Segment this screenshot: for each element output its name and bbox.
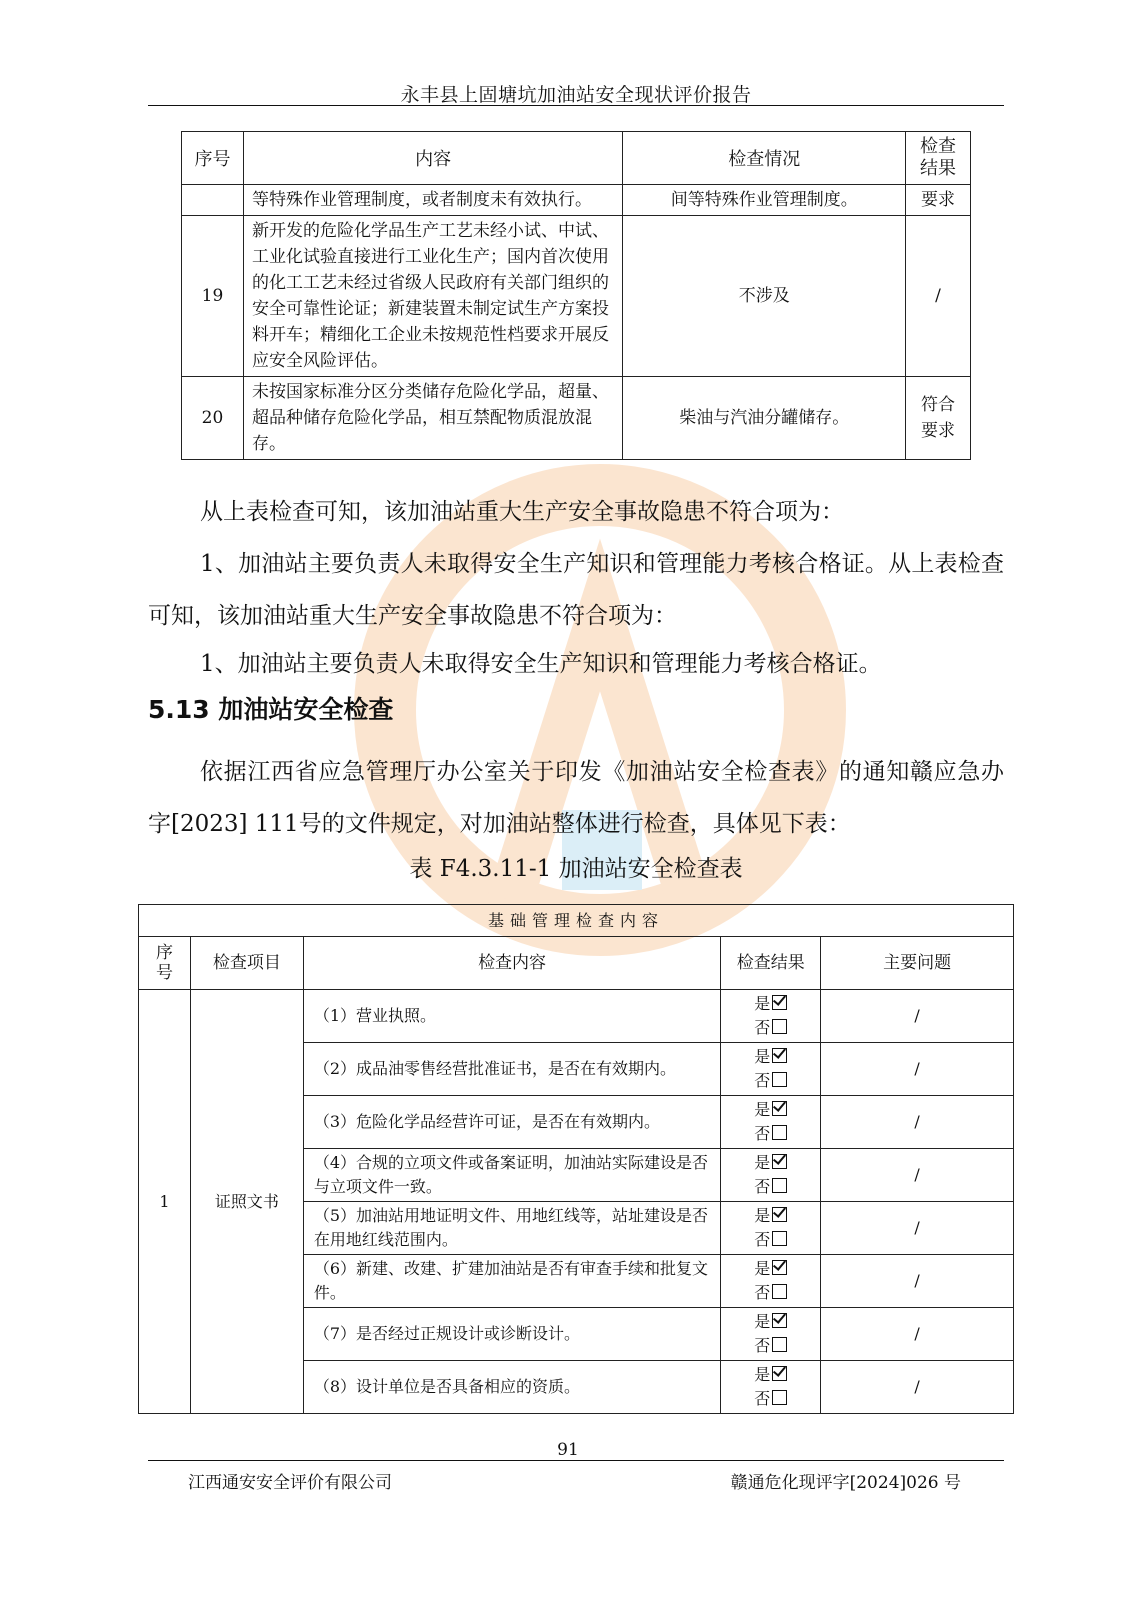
row-result-line2: 要求 [921,421,955,441]
yes-label: 是 [754,1312,771,1331]
table1-header-row [182,132,971,185]
row-result-line1: 符合 [921,395,955,415]
check-issue: / [821,1308,1014,1361]
checked-box-icon [772,1048,787,1063]
check-issue: / [821,1361,1014,1414]
header-rule [148,105,1004,106]
checked-box-icon [772,1260,787,1275]
col-content-header: 内容 [243,132,622,185]
check-issue: / [821,1149,1014,1202]
empty-box-icon [772,1231,787,1246]
row-no [182,185,244,216]
hazard-check-table [181,131,971,460]
group-item: 证照文书 [190,990,303,1414]
paragraph-finding-2: 1、加油站主要负责人未取得安全生产知识和管理能力考核合格证。 [200,651,882,677]
row-content: 新开发的危险化学品生产工艺未经小试、中试、工业化试验直接进行工业化生产；国内首次使用的化工工艺未经过省级人民政府有关部门组织的安全可靠性论证；新建装置未制定试生产方案投料开车；精细化工企业未按规范性档要求开展反应安全风险评估。 [243,216,622,377]
yes-label: 是 [754,1365,771,1384]
table2-band-row [139,905,1014,937]
check-result [721,1255,821,1308]
check-result [721,1043,821,1096]
checked-box-icon [772,1313,787,1328]
col-no-header: 序号 [182,132,244,185]
check-content: （5）加油站用地证明文件、用地红线等，站址建设是否在用地红线范围内。 [303,1202,720,1255]
table2-band-title: 基础管理检查内容 [139,905,1014,937]
col-result-header-line2: 结果 [920,158,956,179]
table-row [182,377,971,460]
table-row [182,185,971,216]
group-no: 1 [139,990,191,1414]
check-content: （6）新建、改建、扩建加油站是否有审查手续和批复文件。 [303,1255,720,1308]
paragraph-basis: 依据江西省应急管理厅办公室关于印发《加油站安全检查表》的通知赣应急办字[2023] 111号的文件规定，对加油站整体进行检查，具体见下表： [148,759,1004,837]
col-check-header: 检查情况 [623,132,906,185]
col-no-header-line1: 序 [155,943,173,963]
empty-box-icon [772,1072,787,1087]
col-issue-header: 主要问题 [821,937,1014,990]
empty-box-icon [772,1337,787,1352]
col-result-header [906,132,971,185]
check-content: （3）危险化学品经营许可证，是否在有效期内。 [303,1096,720,1149]
checked-box-icon [772,1101,787,1116]
checked-box-icon [772,995,787,1010]
col-no-header-line2: 号 [155,963,173,983]
yes-label: 是 [754,1153,771,1172]
check-issue: / [821,1096,1014,1149]
col-result-header: 检查结果 [721,937,821,990]
checked-box-icon [772,1154,787,1169]
check-content: （7）是否经过正规设计或诊断设计。 [303,1308,720,1361]
empty-box-icon [772,1125,787,1140]
row-no: 19 [182,216,244,377]
check-result [721,1149,821,1202]
footer-doc-number: 赣通危化现评字[2024]026 号 [730,1473,961,1493]
row-check: 柴油与汽油分罐储存。 [623,377,906,460]
row-no: 20 [182,377,244,460]
yes-label: 是 [754,1047,771,1066]
no-label: 否 [754,1124,771,1143]
section-title: 5.13 加油站安全检查 [148,695,394,724]
row-content: 等特殊作业管理制度，或者制度未有效执行。 [243,185,622,216]
row-check: 间等特殊作业管理制度。 [623,185,906,216]
yes-label: 是 [754,994,771,1013]
check-issue: / [821,1255,1014,1308]
empty-box-icon [772,1284,787,1299]
checked-box-icon [772,1366,787,1381]
table-row [139,990,1014,1043]
report-header-title: 永丰县上固塘坑加油站安全现状评价报告 [400,84,752,106]
row-result: 要求 [906,185,971,216]
row-content: 未按国家标准分区分类储存危险化学品，超量、超品种储存危险化学品，相互禁配物质混放混存。 [243,377,622,460]
check-result [721,990,821,1043]
footer-rule [148,1460,1004,1461]
yes-label: 是 [754,1259,771,1278]
check-result [721,1308,821,1361]
check-issue: / [821,1202,1014,1255]
check-result [721,1202,821,1255]
paragraph-finding-1: 1、加油站主要负责人未取得安全生产知识和管理能力考核合格证。从上表检查可知，该加油站重大生产安全事故隐患不符合项为： [148,551,1004,629]
row-result [906,377,971,460]
no-label: 否 [754,1071,771,1090]
table-caption: 表 F4.3.11-1 加油站安全检查表 [409,856,743,882]
empty-box-icon [772,1178,787,1193]
row-result: / [906,216,971,377]
yes-label: 是 [754,1100,771,1119]
col-result-header-line1: 检查 [920,136,956,157]
col-content-header: 检查内容 [303,937,720,990]
no-label: 否 [754,1177,771,1196]
paragraph-finding-intro: 从上表检查可知，该加油站重大生产安全事故隐患不符合项为： [200,499,844,525]
yes-label: 是 [754,1206,771,1225]
footer-company: 江西通安安全评价有限公司 [188,1473,392,1493]
empty-box-icon [772,1019,787,1034]
col-item-header: 检查项目 [190,937,303,990]
no-label: 否 [754,1283,771,1302]
table-row [182,216,971,377]
check-content: （8）设计单位是否具备相应的资质。 [303,1361,720,1414]
no-label: 否 [754,1018,771,1037]
check-issue: / [821,1043,1014,1096]
check-content: （2）成品油零售经营批准证书，是否在有效期内。 [303,1043,720,1096]
empty-box-icon [772,1390,787,1405]
check-result [721,1361,821,1414]
check-result [721,1096,821,1149]
row-check: 不涉及 [623,216,906,377]
col-no-header [139,937,191,990]
safety-check-table [138,904,1014,1414]
page-number: 91 [557,1440,579,1460]
no-label: 否 [754,1389,771,1408]
checked-box-icon [772,1207,787,1222]
no-label: 否 [754,1230,771,1249]
check-content: （1）营业执照。 [303,990,720,1043]
table2-header-row [139,937,1014,990]
check-content: （4）合规的立项文件或备案证明，加油站实际建设是否与立项文件一致。 [303,1149,720,1202]
check-issue: / [821,990,1014,1043]
no-label: 否 [754,1336,771,1355]
